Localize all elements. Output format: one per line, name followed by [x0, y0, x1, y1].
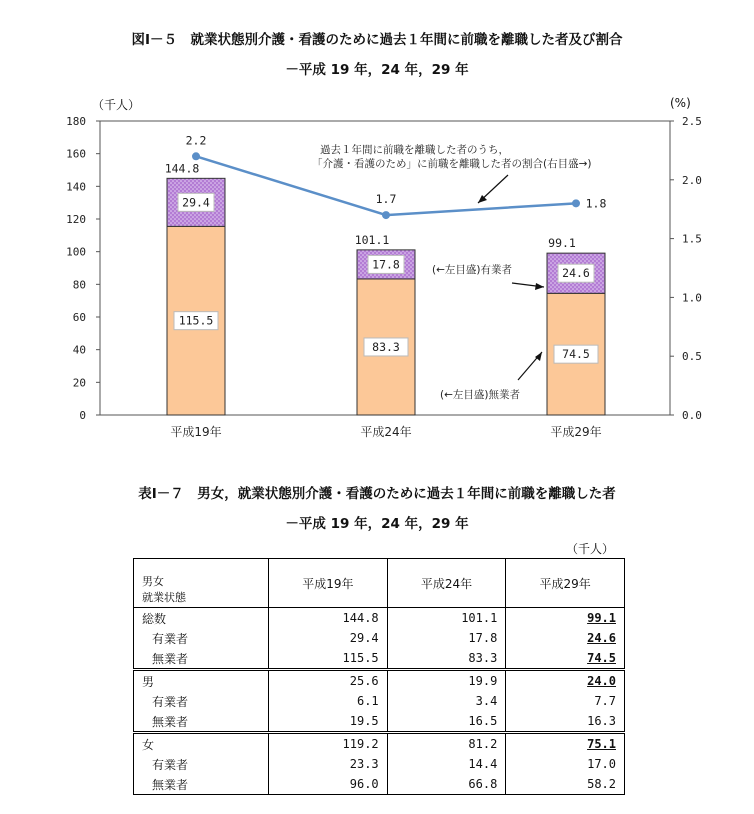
table-row	[134, 628, 625, 648]
y2-tick-label: 1.0	[682, 291, 702, 305]
employed-value-label: 29.4	[182, 195, 210, 210]
cell: 58.2	[506, 774, 625, 795]
y-tick-label: 180	[66, 115, 86, 128]
table-unit: （千人）	[566, 542, 615, 556]
ratio-point	[382, 211, 390, 219]
header-label-sex: 男女	[142, 575, 164, 588]
row-label: 女	[142, 737, 155, 752]
cell: 16.5	[387, 711, 506, 733]
unemployed-value-label: 115.5	[178, 313, 214, 328]
cell: 66.8	[387, 774, 506, 795]
cell: 83.3	[387, 648, 506, 670]
row-label: 無業者	[134, 711, 269, 733]
cell: 119.2	[269, 733, 388, 755]
ratio-point	[572, 199, 580, 207]
cell: 19.9	[387, 670, 506, 692]
table-row	[134, 733, 625, 755]
table-row	[134, 754, 625, 774]
row-label: 無業者	[134, 648, 269, 670]
y-tick-label: 80	[72, 278, 86, 292]
x-tick-label: 平成29年	[550, 425, 602, 439]
table-row	[134, 774, 625, 795]
y-tick-label: 120	[66, 213, 86, 226]
cell-bold: 24.0	[587, 674, 616, 688]
total-value-label: 101.1	[354, 232, 390, 247]
ratio-point	[192, 152, 200, 160]
row-label: 総数	[142, 611, 167, 626]
y-tick-label: 60	[72, 311, 86, 324]
cell-bold: 24.6	[587, 631, 616, 645]
cell: 17.8	[387, 628, 506, 648]
y-tick-label: 40	[72, 343, 86, 357]
table-row	[134, 691, 625, 711]
column-header: 平成29年	[506, 559, 625, 608]
cell: 6.1	[269, 691, 388, 711]
ratio-value-label: 2.2	[185, 133, 207, 148]
ratio-value-label: 1.8	[585, 196, 607, 211]
cell-bold: 74.5	[587, 651, 616, 665]
y-tick-label: 0	[79, 409, 86, 422]
y-tick-label: 140	[66, 180, 86, 194]
y-tick-label: 100	[66, 245, 86, 259]
employed-value-label: 24.6	[562, 266, 590, 281]
cell: 14.4	[387, 754, 506, 774]
employed-value-label: 17.8	[372, 257, 400, 272]
employed-annotation-arrowhead	[535, 283, 544, 290]
y2-tick-label: 2.5	[682, 115, 702, 128]
ratio-annotation-line1: 過去１年間に前職を離職した者のうち，	[320, 144, 509, 156]
total-value-label: 144.8	[164, 161, 200, 176]
column-header: 平成19年	[269, 559, 388, 608]
left-axis-unit: （千人）	[92, 98, 141, 112]
row-label: 有業者	[152, 631, 189, 646]
cell-bold: 75.1	[587, 737, 616, 751]
table-row	[134, 670, 625, 692]
figure-title: 図Ⅰ－５ 就業状態別介護・看護のために過去１年間に前職を離職した者及び割合	[131, 32, 623, 48]
row-label: 有業者	[152, 757, 189, 772]
table-title: 表Ⅰ－７ 男女，就業状態別介護・看護のために過去１年間に前職を離職した者	[138, 486, 616, 502]
y2-tick-label: 1.5	[682, 232, 702, 246]
cell: 19.5	[269, 711, 388, 733]
x-tick-label: 平成24年	[360, 425, 412, 439]
table-corner-header	[134, 559, 269, 608]
total-value-label: 99.1	[548, 236, 576, 251]
cell: 23.3	[269, 754, 388, 774]
figure-subtitle: －平成 19 年，24 年，29 年	[285, 62, 469, 78]
column-header: 平成24年	[387, 559, 506, 608]
cell: 81.2	[387, 733, 506, 755]
cell-bold: 99.1	[587, 611, 616, 625]
row-label: 男	[142, 674, 155, 689]
header-label-status: 就業状態	[142, 591, 186, 604]
data-table	[133, 558, 625, 795]
y2-tick-label: 2.0	[682, 173, 702, 187]
y-tick-label: 160	[66, 147, 86, 161]
y2-tick-label: 0.0	[682, 409, 702, 422]
employed-annotation: (←左目盛)有業者	[432, 264, 512, 276]
unemployed-value-label: 83.3	[372, 339, 400, 354]
cell: 101.1	[387, 608, 506, 629]
x-tick-label: 平成19年	[170, 425, 222, 439]
y2-tick-label: 0.5	[682, 350, 702, 364]
y-tick-label: 20	[72, 376, 86, 390]
cell: 25.6	[269, 670, 388, 692]
right-axis-unit: (%)	[670, 96, 691, 110]
row-label: 無業者	[152, 777, 189, 792]
table-header-row	[134, 559, 625, 608]
unemployed-annotation: (←左目盛)無業者	[440, 389, 520, 401]
table-row	[134, 608, 625, 629]
cell: 29.4	[269, 628, 388, 648]
cell: 115.5	[269, 648, 388, 670]
unemployed-value-label: 74.5	[562, 347, 590, 362]
cell: 144.8	[269, 608, 388, 629]
table-row	[134, 648, 625, 670]
ratio-annotation-line2: 「介護・看護のため」に前職を離職した者の割合(右目盛→)	[312, 158, 592, 170]
row-label: 有業者	[152, 694, 189, 709]
cell: 96.0	[269, 774, 388, 795]
cell: 17.0	[506, 754, 625, 774]
ratio-value-label: 1.7	[375, 192, 397, 207]
cell: 16.3	[506, 711, 625, 733]
table-subtitle: －平成 19 年，24 年，29 年	[285, 516, 469, 532]
cell: 7.7	[506, 691, 625, 711]
cell: 3.4	[387, 691, 506, 711]
table-row	[134, 711, 625, 733]
